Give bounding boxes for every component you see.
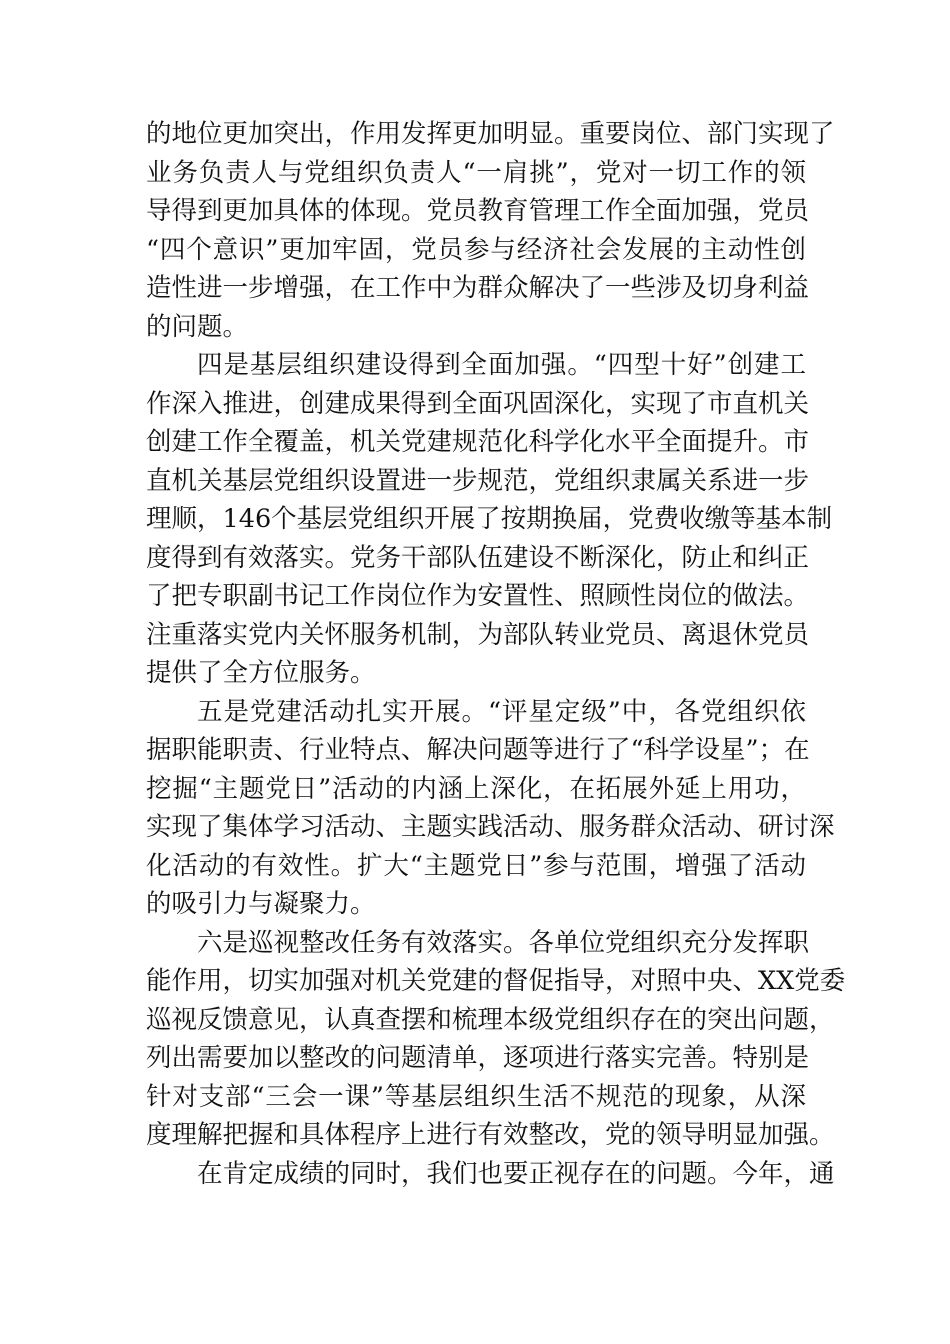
- text-line: 的问题。: [146, 311, 249, 342]
- text-line: 度得到有效落实。党务干部队伍建设不断深化，防止和纠正: [146, 542, 810, 573]
- text-line: 的地位更加突出，作用发挥更加明显。重要岗位、部门实现了: [146, 119, 835, 149]
- text-line: 实现了集体学习活动、主题实践活动、服务群众活动、研讨深: [146, 812, 835, 842]
- text-line: 导得到更加具体的体现。党员教育管理工作全面加强，党员: [146, 196, 810, 226]
- text-line: 度理解把握和具体程序上进行有效整改，党的领导明显加强。: [146, 1120, 835, 1150]
- text-line: 挖掘“主题党日”活动的内涵上深化，在拓展外延上用功，: [146, 773, 806, 804]
- text-line: 提供了全方位服务。: [146, 658, 376, 688]
- text-line: 业务负责人与党组织负责人“一肩挑”，党对一切工作的领: [146, 157, 806, 188]
- paragraph-first-line: 四是基层组织建设得到全面加强。“四型十好”创建工: [197, 350, 806, 380]
- paragraph-first-line: 在肯定成绩的同时，我们也要正视存在的问题。今年，通: [197, 1158, 835, 1189]
- text-line: 理顺，146个基层党组织开展了按期换届，党费收缴等基本制: [146, 504, 833, 534]
- paragraph-first-line: 六是巡视整改任务有效落实。各单位党组织充分发挥职: [197, 927, 810, 958]
- text-line: “四个意识”更加牢固，党员参与经济社会发展的主动性创: [146, 234, 806, 265]
- text-line: 针对支部“三会一课”等基层组织生活不规范的现象，从深: [146, 1081, 806, 1112]
- text-line: 能作用，切实加强对机关党建的督促指导，对照中央、XX党委: [146, 966, 846, 996]
- paragraph-first-line: 五是党建活动扎实开展。“评星定级”中，各党组织依: [197, 696, 806, 727]
- text-line: 列出需要加以整改的问题清单，逐项进行落实完善。特别是: [146, 1043, 810, 1073]
- text-line: 据职能职责、行业特点、解决问题等进行了“科学设星”；在: [146, 735, 810, 765]
- text-line: 化活动的有效性。扩大“主题党日”参与范围，增强了活动: [146, 850, 806, 881]
- text-line: 的吸引力与凝聚力。: [146, 889, 376, 919]
- text-line: 巡视反馈意见，认真查摆和梳理本级党组织存在的突出问题，: [146, 1004, 835, 1035]
- text-line: 创建工作全覆盖，机关党建规范化科学化水平全面提升。市: [146, 427, 810, 457]
- text-line: 了把专职副书记工作岗位作为安置性、照顾性岗位的做法。: [146, 581, 810, 611]
- text-line: 作深入推进，创建成果得到全面巩固深化，实现了市直机关: [146, 388, 810, 419]
- body-text: [146, 115, 846, 1193]
- text-line: 造性进一步增强，在工作中为群众解决了一些涉及切身利益: [146, 273, 810, 303]
- text-line: 注重落实党内关怀服务机制，为部队转业党员、离退休党员: [146, 619, 810, 650]
- text-line: 直机关基层党组织设置进一步规范，党组织隶属关系进一步: [146, 465, 810, 496]
